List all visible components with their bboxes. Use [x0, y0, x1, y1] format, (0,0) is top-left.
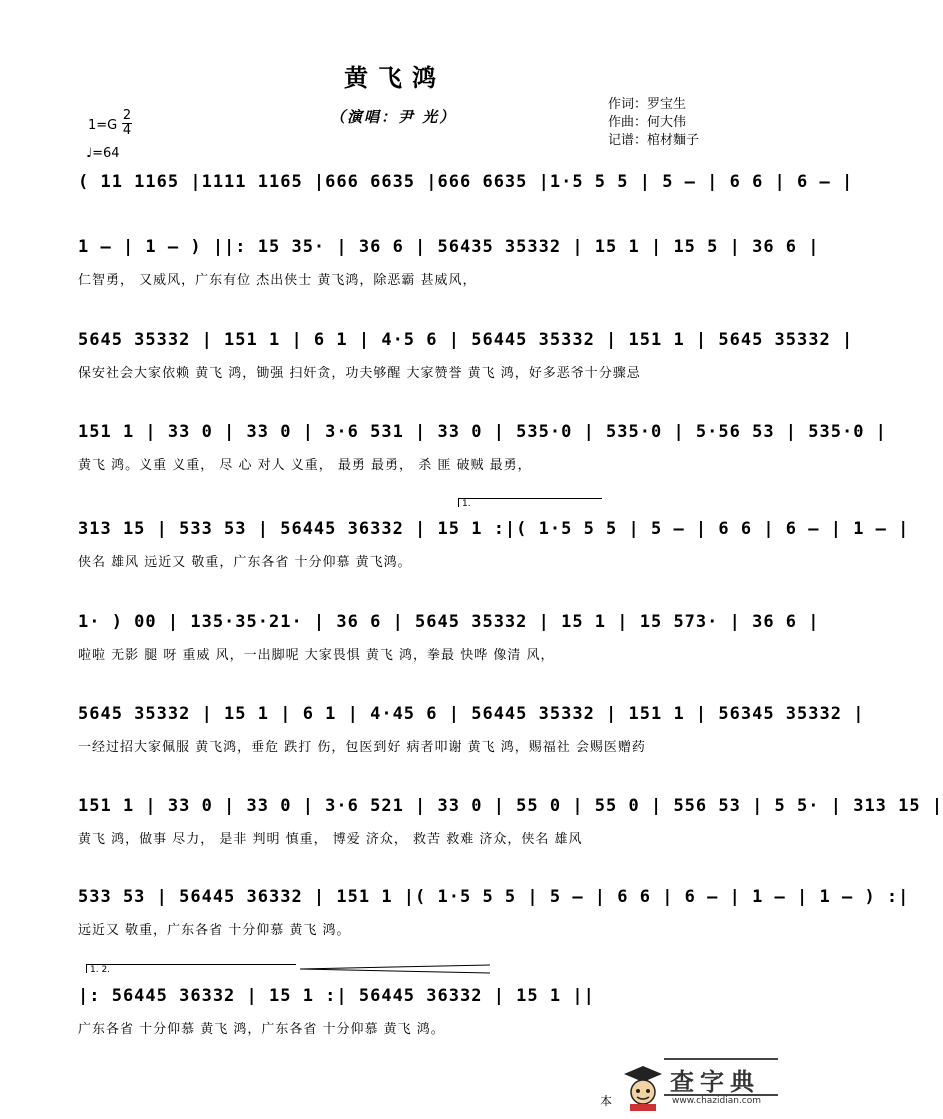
lyricist-credit: 作词：罗宝生: [608, 97, 687, 112]
lyrics-line: 远近又 敬重，广东各省 十分仰慕 黄飞 鸿。: [78, 923, 351, 938]
notation-line: 313 15 | 533 53 | 56445 36332 | 15 1 :|( 1·5 5 5 | 5 – | 6 6 | 6 – | 1 – |: [78, 519, 910, 539]
tempo-marking: ♩=64: [86, 146, 120, 161]
site-logo[interactable]: [620, 1058, 780, 1116]
notation-line: 1 – | 1 – ) ||: 15 35· | 36 6 | 56435 35332 | 15 1 | 15 5 | 36 6 |: [78, 237, 820, 257]
notation-line: |: 56445 36332 | 15 1 :| 56445 36332 | 15 1 ||: [78, 986, 595, 1006]
lyrics-line: 一经过招大家佩服 黄飞鸿，垂危 跌打 伤，包医到好 病者叩谢 黄飞 鸿，赐福社 会赐医赠药: [78, 740, 646, 755]
notation-line: 151 1 | 33 0 | 33 0 | 3·6 521 | 33 0 | 55 0 | 55 0 | 556 53 | 5 5· | 313 15 |: [78, 796, 943, 816]
lyrics-line: 保安社会大家依赖 黄飞 鸿，锄强 扫奸贪，功夫够醒 大家赞誉 黄飞 鸿，好多恶爷十分骤忌: [78, 366, 641, 381]
notation-line: 5645 35332 | 15 1 | 6 1 | 4·45 6 | 56445 35332 | 151 1 | 56345 35332 |: [78, 704, 865, 724]
lyrics-line: 侠名 雄风 远近又 敬重，广东各省 十分仰慕 黄飞鸿。: [78, 555, 412, 570]
volta-bracket-12: 1. 2.: [86, 964, 296, 973]
lyrics-line: 广东各省 十分仰慕 黄飞 鸿，广东各省 十分仰慕 黄飞 鸿。: [78, 1022, 445, 1037]
notation-line: 533 53 | 56445 36332 | 151 1 |( 1·5 5 5 | 5 – | 6 6 | 6 – | 1 – | 1 – ) :|: [78, 887, 910, 907]
site-url: www.chazidian.com: [672, 1096, 762, 1106]
key-signature: 1=G: [88, 118, 118, 133]
site-name: 查字典: [670, 1068, 760, 1096]
notation-line: 151 1 | 33 0 | 33 0 | 3·6 531 | 33 0 | 535·0 | 535·0 | 5·56 53 | 535·0 |: [78, 422, 887, 442]
transcriber-credit: 记谱：棺材麵子: [608, 133, 700, 148]
decrescendo-hairpin: [300, 964, 492, 972]
scholar-mascot-icon: [622, 1064, 664, 1112]
time-signature: [122, 109, 132, 138]
lyrics-line: 黄飞 鸿。义重 义重， 尽 心 对人 义重， 最勇 最勇， 杀 匪 破贼 最勇，: [78, 458, 532, 473]
lyrics-line: 黄飞 鸿，做事 尽力， 是非 判明 慎重， 博爱 济众， 救苦 救难 济众，侠名 雄风: [78, 832, 583, 847]
time-denominator: 4: [122, 123, 132, 138]
singer-line: （演唱：尹 光）: [330, 108, 457, 126]
volta-bracket-1: 1.: [458, 498, 602, 507]
song-title: 黄飞鸿: [344, 63, 446, 92]
credits: [608, 96, 699, 150]
lyrics-line: 仁智勇， 又威风，广东有位 杰出侠士 黄飞鸿，除恶霸 甚威风，: [78, 273, 477, 288]
notation-line: 1· ) 00 | 135·35·21· | 36 6 | 5645 35332 | 15 1 | 15 573· | 36 6 |: [78, 612, 820, 632]
notation-line: ( 11 1165 |1111 1165 |666 6635 |666 6635 |1·5 5 5 | 5 – | 6 6 | 6 – |: [78, 172, 854, 192]
lyrics-line: 啦啦 无影 腿 呀 重威 风，一出脚呢 大家畏惧 黄飞 鸿，拳最 快哗 像清 风，: [78, 648, 555, 663]
composer-credit: 作曲：何大伟: [608, 115, 687, 130]
time-numerator: 2: [122, 108, 132, 123]
footer-prefix: 本: [600, 1094, 613, 1108]
notation-line: 5645 35332 | 151 1 | 6 1 | 4·5 6 | 56445 35332 | 151 1 | 5645 35332 |: [78, 330, 854, 350]
